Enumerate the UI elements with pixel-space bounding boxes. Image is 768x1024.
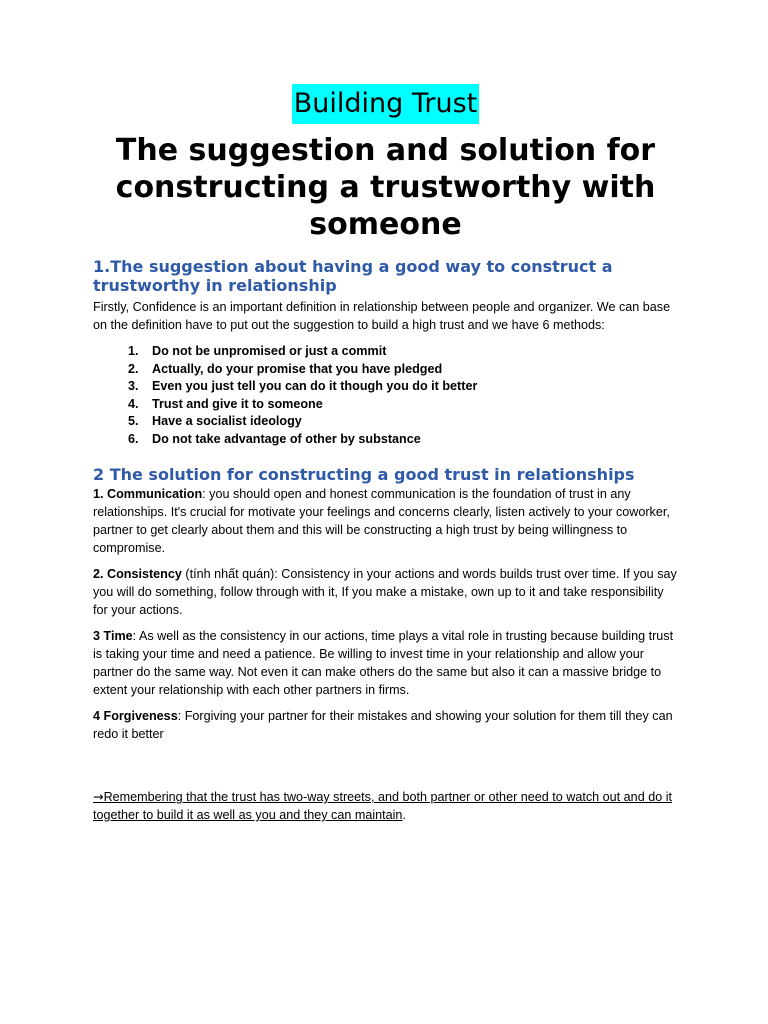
conclusion-text: Remembering that the trust has two-way streets, and both partner or other need to watch out and do it together to build it as well as you and they can maintain [93, 790, 672, 822]
right-arrow-icon: → [93, 789, 104, 804]
list-item [128, 378, 678, 396]
title-block [93, 84, 678, 124]
list-item-number: 3. [128, 379, 139, 393]
list-item-number: 2. [128, 361, 139, 376]
list-item-text: Even you just tell you can do it though you do it better [152, 379, 478, 393]
list-item-text: Do not be unpromised or just a commit [152, 344, 387, 358]
list-item [128, 396, 678, 414]
list-item [128, 413, 678, 431]
methods-list [93, 343, 678, 448]
document-heading: The suggestion and solution for constructing a trustworthy with someone [115, 133, 656, 242]
document-page [93, 84, 678, 837]
solution-forgiveness [93, 707, 678, 743]
conclusion-end: . [402, 808, 406, 822]
section-2-heading: 2 The solution for constructing a good trust in relationships [93, 465, 635, 484]
solution-text: (tính nhất quán): Consistency in your actions and words builds trust over time. If you say you will do something, follow through with it, If you make a mistake, own up to it and take responsibility for your actions. [93, 567, 677, 617]
list-item-number: 4. [128, 396, 139, 411]
list-item-text: Trust and give it to someone [152, 396, 323, 411]
solution-label: 2. Consistency [93, 567, 182, 581]
section-1-heading: 1.The suggestion about having a good way to construct a trustworthy in relationship [93, 257, 613, 295]
solution-communication [93, 485, 678, 557]
solution-text: : you should open and honest communication is the foundation of trust in any relationships. It's crucial for motivate your feelings and concerns clearly, listen actively to your coworker, partner to get clearly about them and this will be constructing a high trust by being willingness to compromise. [93, 487, 670, 555]
solution-text: : Forgiving your partner for their mistakes and showing your solution for them till they can redo it better [93, 709, 673, 741]
list-item [128, 361, 678, 379]
list-item-number: 5. [128, 414, 139, 428]
document-title: Building Trust [292, 84, 480, 124]
section-1-intro: Firstly, Confidence is an important definition in relationship between people and organizer. We can base on the definition have to put out the suggestion to build a high trust and we have 6 methods: [93, 300, 671, 332]
solution-text: : As well as the consistency in our actions, time plays a vital role in trusting because building trust is taking your time and need a patience. Be willing to invest time in your relationship and allow your partner do the same way. Not even it can make others do the same but also it can a massive bridge to extent your relationship with each other partners in firms. [93, 629, 674, 697]
list-item-text: Actually, do your promise that you have pledged [152, 361, 443, 376]
solution-label: 1. Communication [93, 487, 203, 501]
solution-consistency [93, 565, 678, 619]
conclusion-paragraph [93, 788, 678, 824]
list-item-number: 6. [128, 431, 139, 446]
list-item-text: Do not take advantage of other by substance [152, 431, 421, 446]
solution-time [93, 627, 678, 699]
list-item-number: 1. [128, 344, 139, 358]
list-item [128, 431, 678, 449]
list-item-text: Have a socialist ideology [152, 414, 302, 428]
solution-label: 4 Forgiveness [93, 709, 178, 723]
list-item [128, 343, 678, 361]
solution-label: 3 Time [93, 629, 133, 643]
conclusion-underlined [93, 790, 672, 822]
